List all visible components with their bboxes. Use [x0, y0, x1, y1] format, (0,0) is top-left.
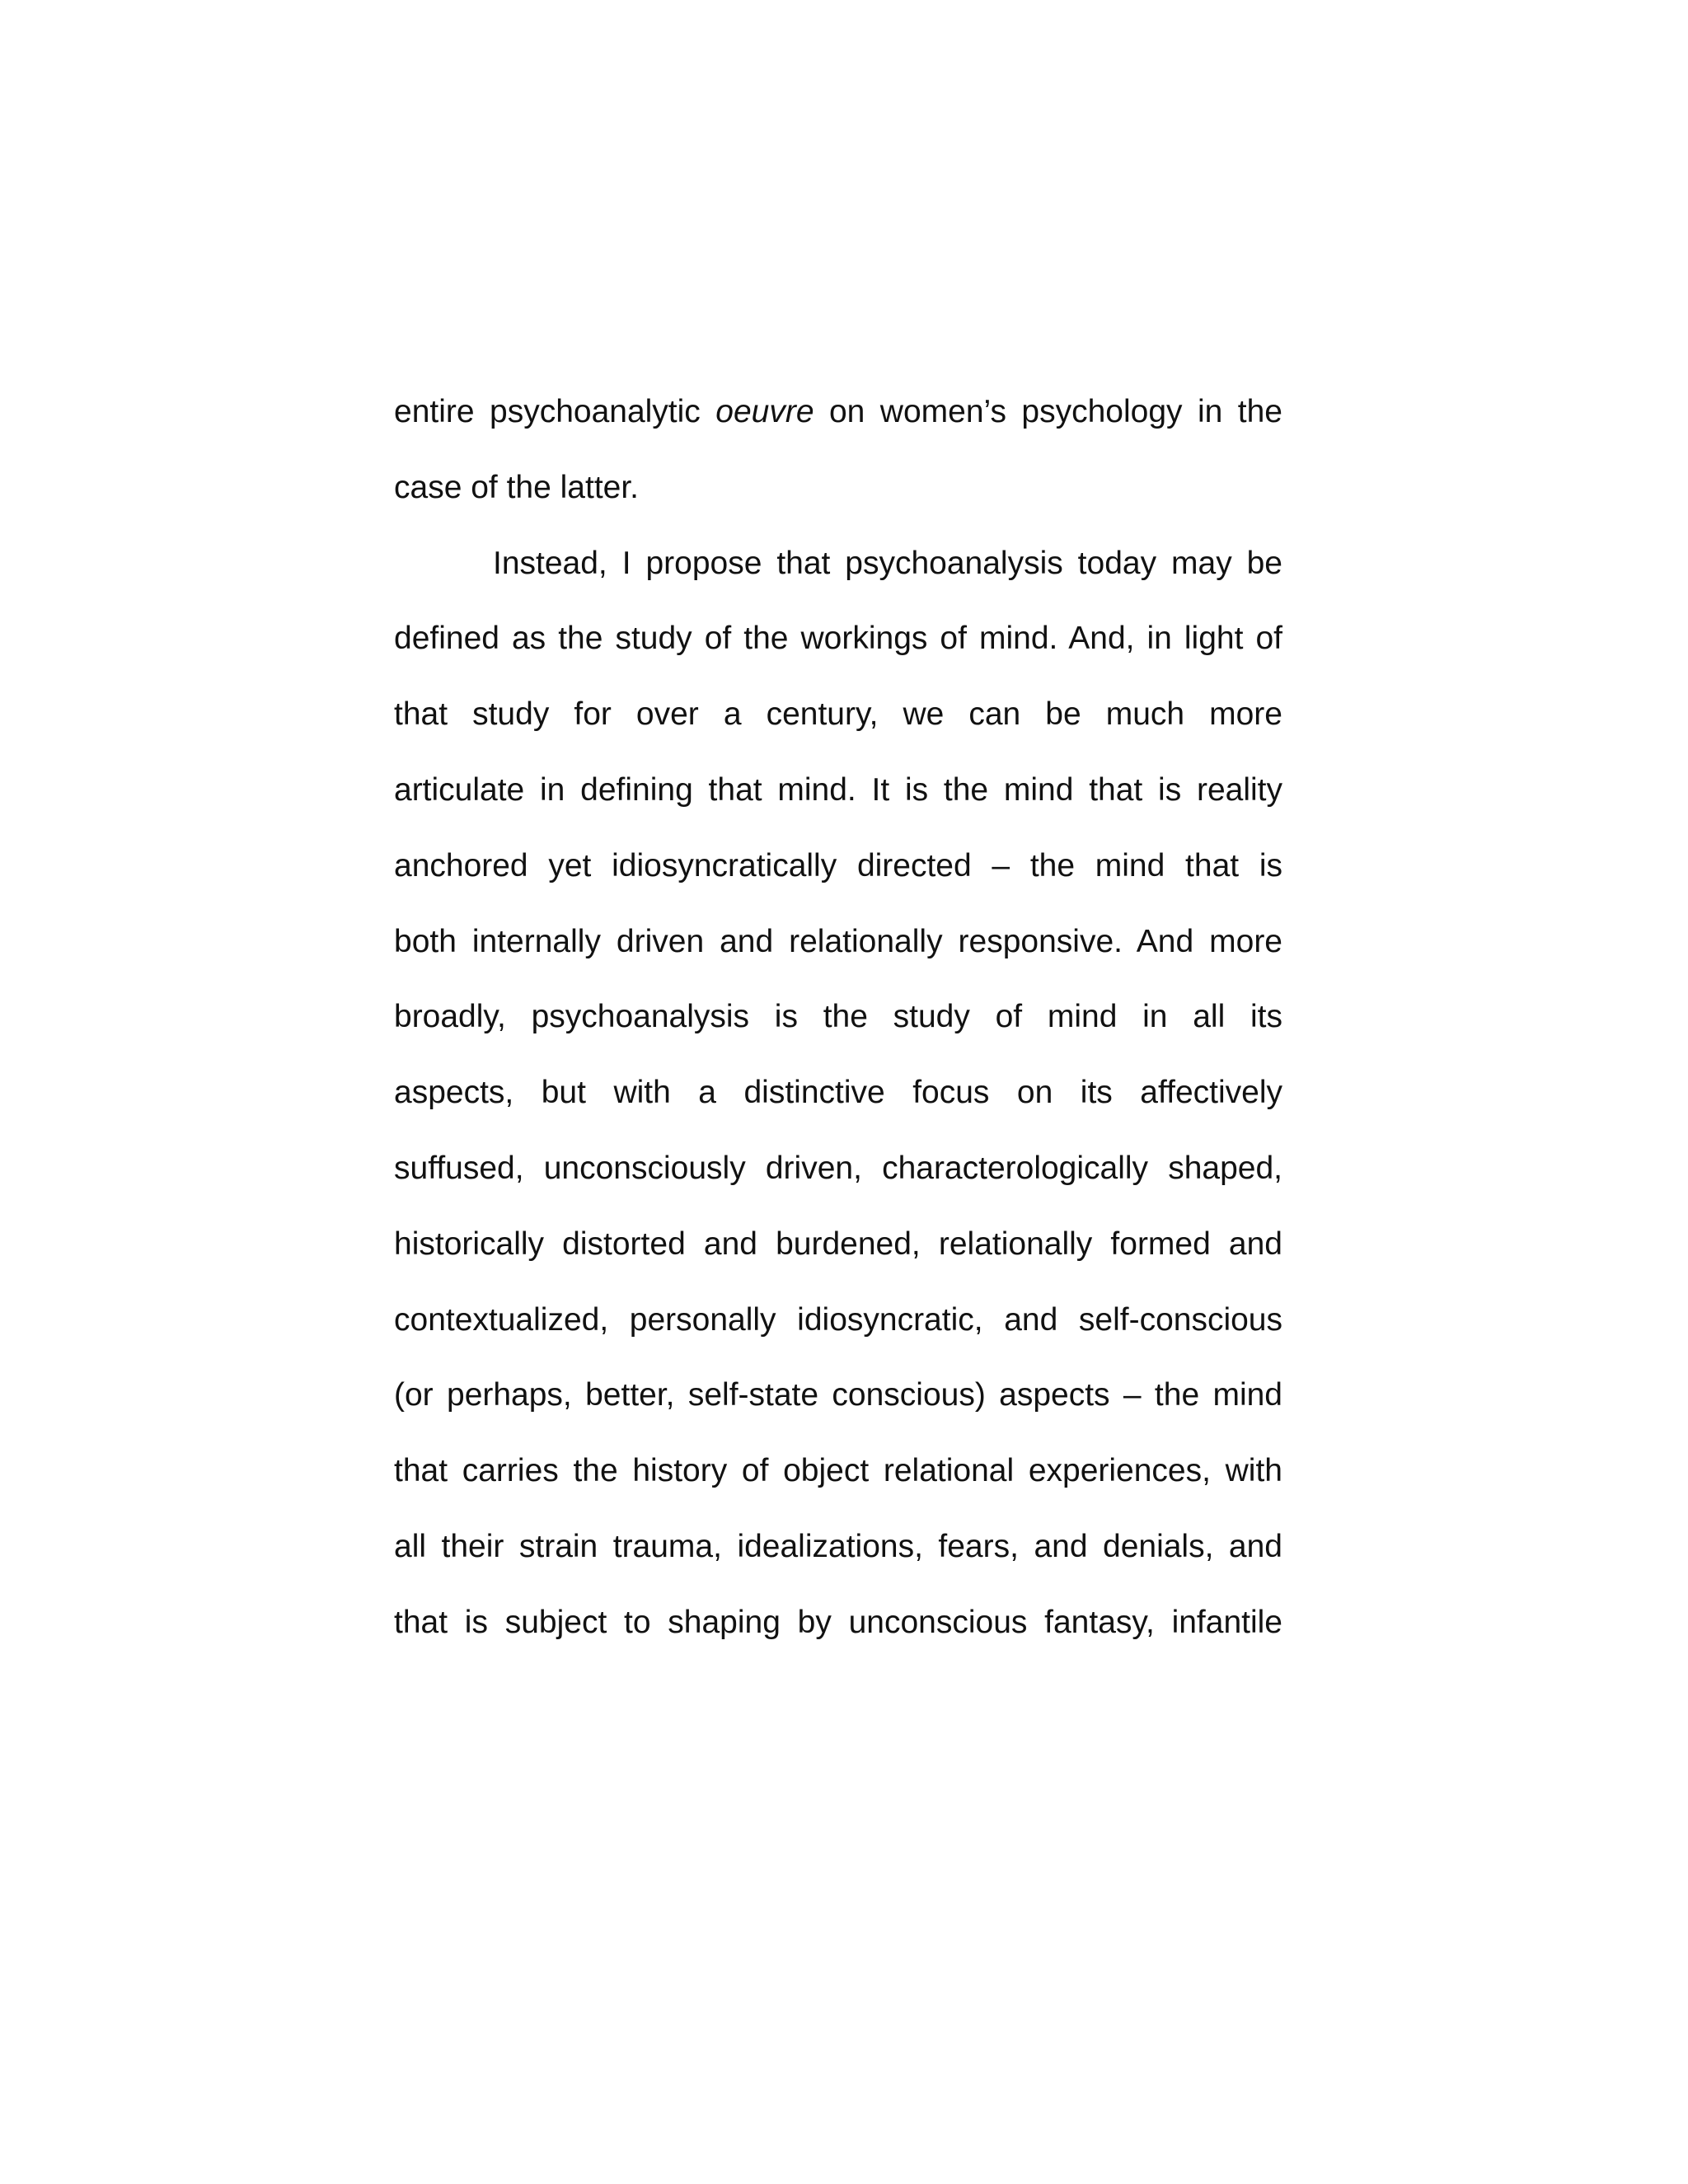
body-text: [394, 391, 1282, 1677]
text-segment: on women’s psychology in the: [814, 394, 1282, 429]
text-line: [394, 845, 1282, 921]
text-segment: anchored yet idiosyncratically directed – the mind that is: [394, 847, 1282, 883]
text-segment: Instead, I propose that psychoanalysis today may be: [493, 545, 1282, 581]
text-line: [394, 1071, 1282, 1147]
text-segment: that study for over a century, we can be much more: [394, 696, 1282, 733]
text-segment: defined as the study of the workings of mind. And, in light of: [394, 621, 1282, 657]
text-segment: suffused, unconsciously driven, characterologically shaped,: [394, 1150, 1282, 1186]
text-line: [394, 921, 1282, 996]
text-line: [394, 1299, 1282, 1375]
text-segment: aspects, but with a distinctive focus on its affectively: [394, 1075, 1282, 1111]
text-line: [394, 769, 1282, 845]
text-segment: that carries the history of object relational experiences, with: [394, 1453, 1282, 1489]
text-line: [394, 1526, 1282, 1601]
text-segment: that is subject to shaping by unconscious fantasy, infantile: [394, 1604, 1282, 1640]
text-segment: entire psychoanalytic: [394, 394, 716, 429]
text-segment: (or perhaps, better, self-state conscious) aspects – the mind: [394, 1377, 1282, 1413]
text-line: [394, 996, 1282, 1071]
text-line: [394, 617, 1282, 693]
italic-text: oeuvre: [715, 394, 814, 429]
text-line: [394, 542, 1282, 618]
text-segment: both internally driven and relationally responsive. And more: [394, 923, 1282, 959]
text-line: [394, 1450, 1282, 1526]
text-segment: historically distorted and burdened, relationally formed and: [394, 1226, 1282, 1262]
text-segment: all their strain trauma, idealizations, fears, and denials, and: [394, 1528, 1282, 1564]
text-line: [394, 1147, 1282, 1223]
text-line: [394, 466, 1282, 542]
text-segment: case of the latter.: [394, 469, 640, 505]
text-line: [394, 1374, 1282, 1450]
text-line: [394, 1223, 1282, 1299]
text-segment: contextualized, personally idiosyncratic, and self-conscious: [394, 1301, 1282, 1338]
text-line: [394, 391, 1282, 466]
text-segment: broadly, psychoanalysis is the study of mind in all its: [394, 999, 1282, 1035]
text-segment: articulate in defining that mind. It is the mind that is reality: [394, 771, 1282, 808]
text-line: [394, 1601, 1282, 1677]
text-line: [394, 693, 1282, 769]
